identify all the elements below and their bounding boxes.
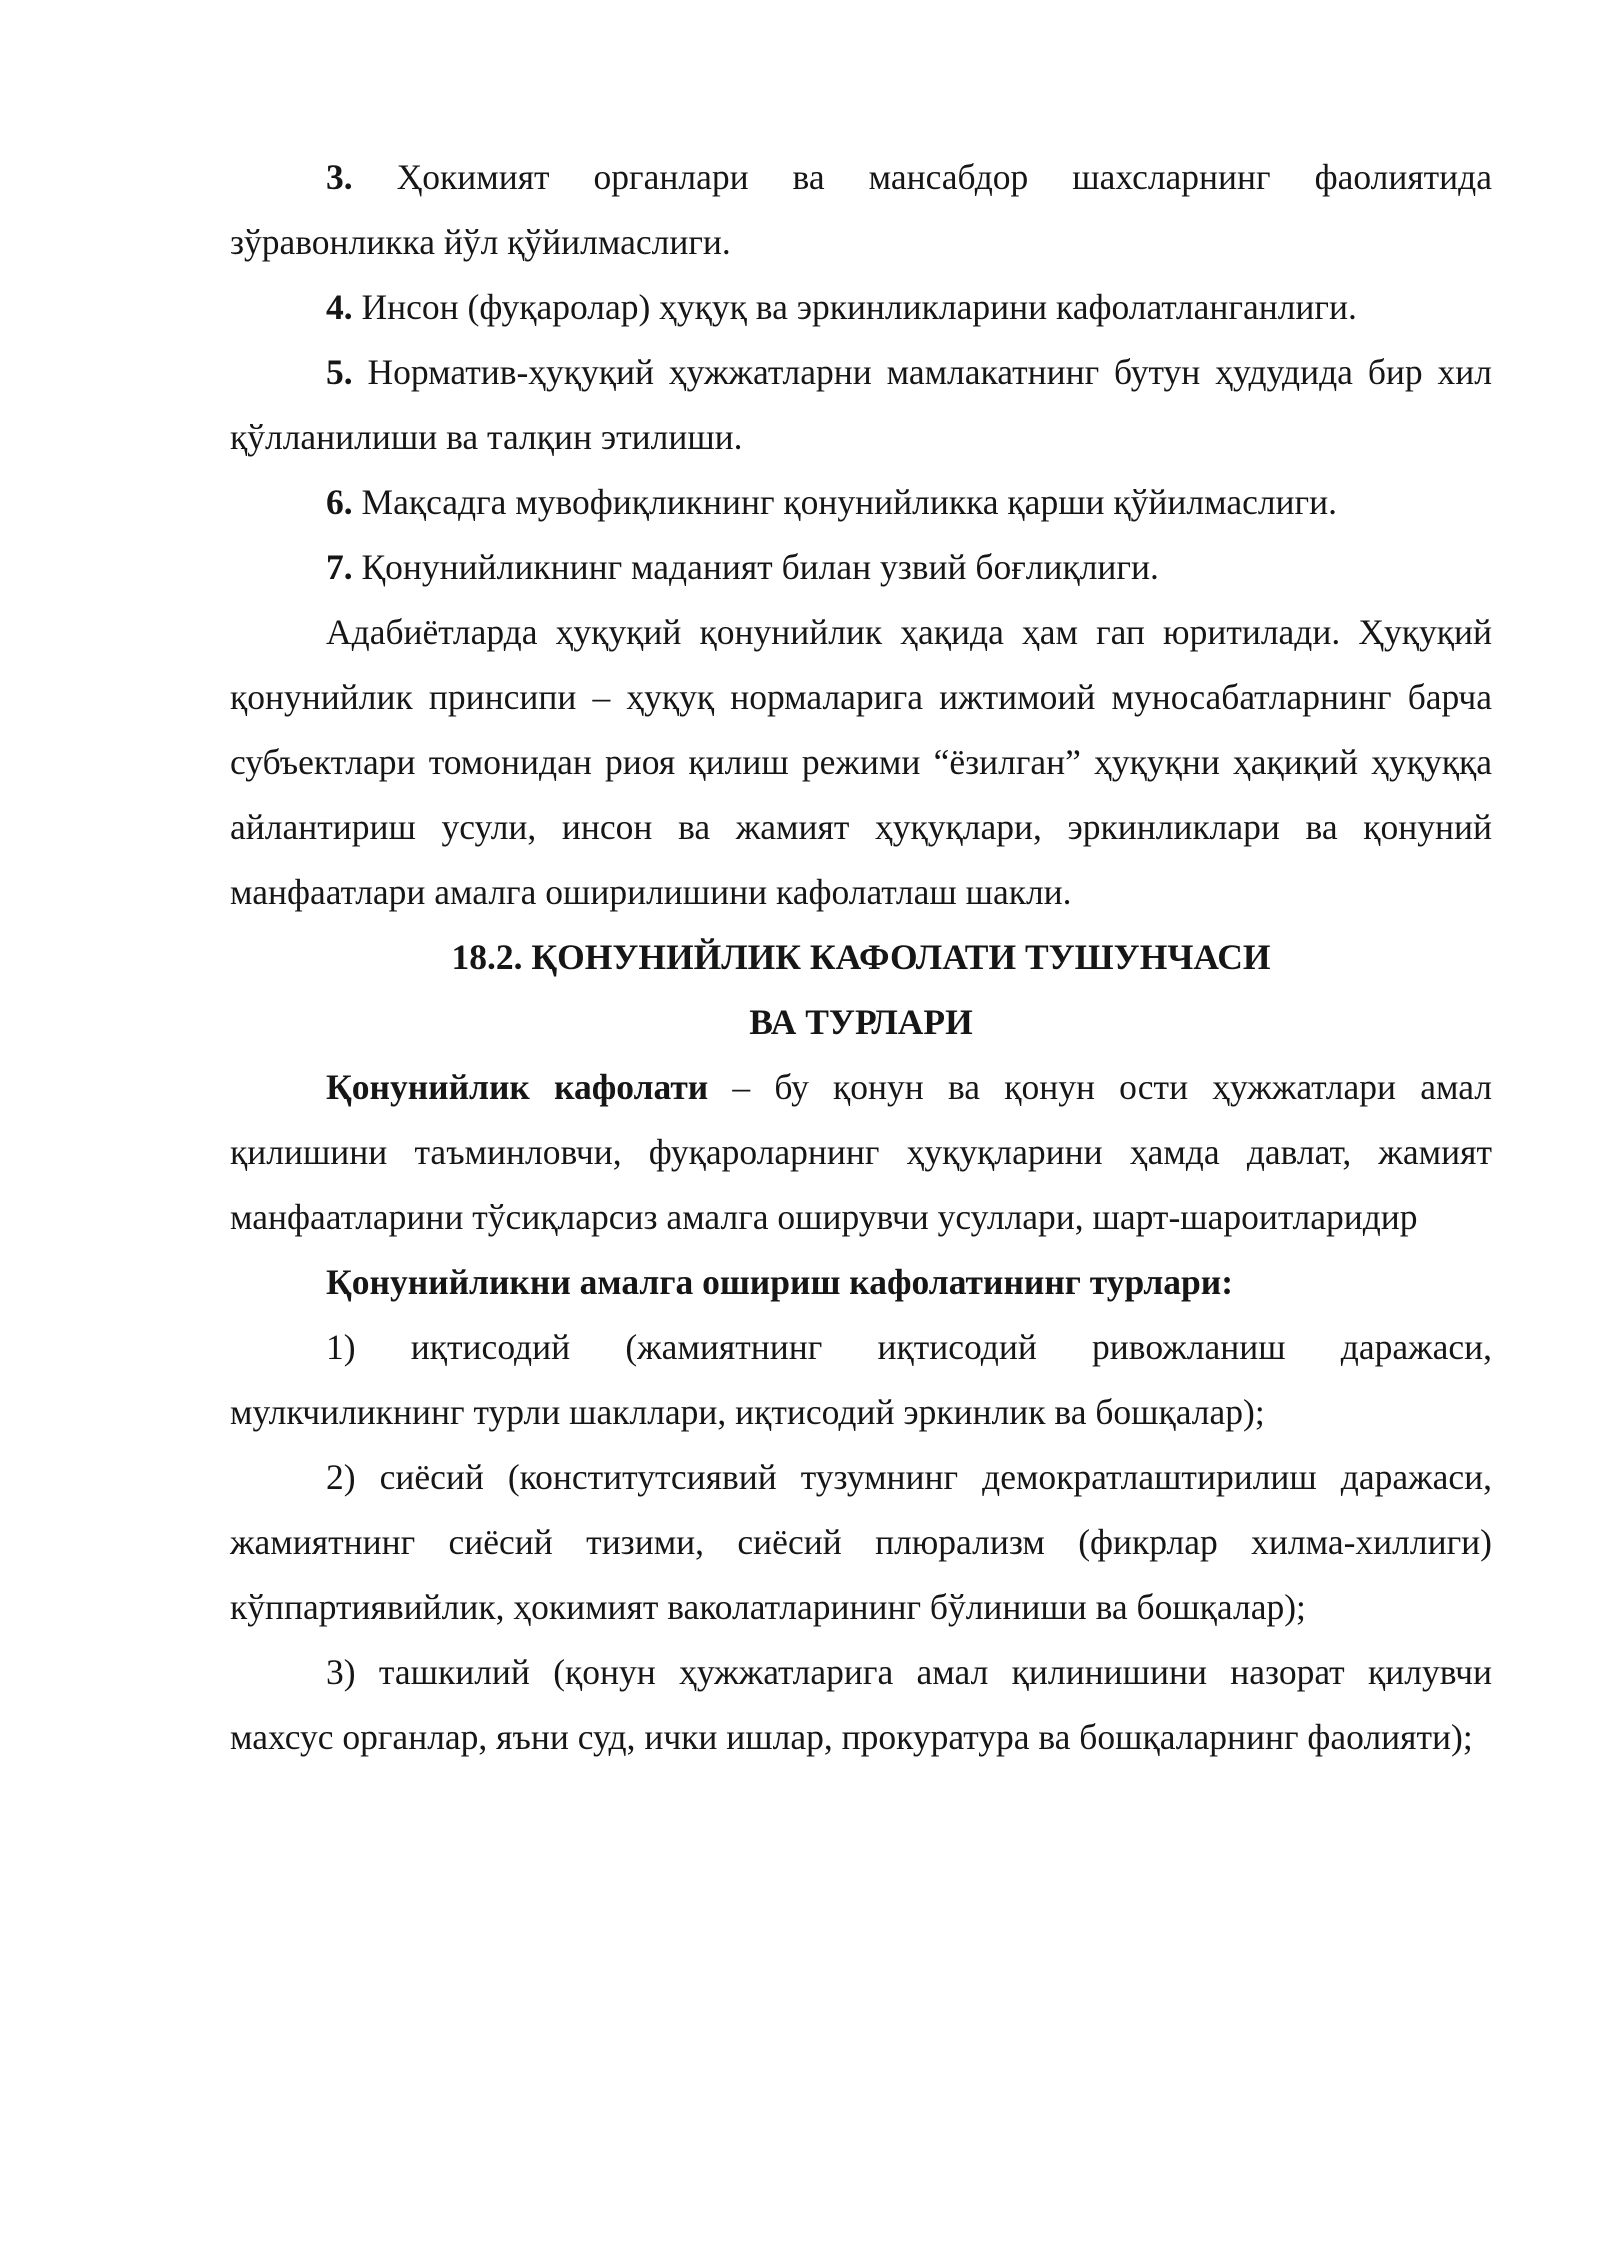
principle-number: 6. [326, 482, 353, 522]
definition-text: – бу қонун ва қонун ости ҳужжатлари амал қилишини таъминловчи, фуқароларнинг ҳуқуқларини ҳамда давлат, жамият манфаатларини тўсиқларсиз амалга оширувчи усуллари, шарт-шароитларидир [230, 1067, 1492, 1237]
principle-number: 7. [326, 547, 353, 587]
section-heading-line1: 18.2. ҚОНУНИЙЛИК КАФОЛАТИ ТУШУНЧАСИ [451, 937, 1271, 977]
principle-text: Қонунийликнинг маданият билан узвий боғлиқлиги. [352, 547, 1159, 587]
principle-text: Ҳокимият органлари ва мансабдор шахсларнинг фаолиятида зўравонликка йўл қўйилмаслиги. [230, 157, 1492, 262]
principle-item-7 [230, 535, 1492, 600]
principle-number: 4. [326, 287, 353, 327]
types-heading: Қонунийликни амалга ошириш кафолатининг турлари: [326, 1262, 1234, 1302]
document-page [230, 145, 1492, 1770]
principle-text: Инсон (фуқаролар) ҳуқуқ ва эркинликларини кафолатланганлиги. [352, 287, 1357, 327]
principle-item-3 [230, 145, 1492, 275]
principle-number: 3. [326, 157, 353, 197]
type-item-organizational: 3) ташкилий (қонун ҳужжатларига амал қилинишини назорат қилувчи махсус органлар, яъни суд, ички ишлар, прокуратура ва бошқаларнинг фаолияти); [230, 1652, 1492, 1757]
principle-number: 5. [326, 352, 353, 392]
section-heading-line2: ВА ТУРЛАРИ [749, 1002, 973, 1042]
principle-item-5 [230, 340, 1492, 470]
principle-item-6 [230, 470, 1492, 535]
literature-paragraph: Адабиётларда ҳуқуқий қонунийлик ҳақида ҳам гап юритилади. Ҳуқуқий қонунийлик принсипи – ҳуқуқ нормаларига ижтимоий муносабатларнинг барча субъектлари томонидан риоя қилиш режими “ёзилган” ҳуқуқни ҳақиқий ҳуқуққа айлантириш усули, инсон ва жамият ҳуқуқлари, эркинликлари ва қонуний манфаатлари амалга оширилишини кафолатлаш шакли. [230, 612, 1492, 912]
principle-item-4 [230, 275, 1492, 340]
definition-paragraph [230, 1055, 1492, 1250]
definition-term: Қонунийлик кафолати [326, 1067, 709, 1107]
type-item-political: 2) сиёсий (конститутсиявий тузумнинг демократлаштирилиш даражаси, жамиятнинг сиёсий тизими, сиёсий плюрализм (фикрлар хилма-хиллиги) кўппартиявийлик, ҳокимият ваколатларининг бўлиниши ва бошқалар); [230, 1457, 1492, 1627]
principle-text: Норматив-ҳуқуқий ҳужжатларни мамлакатнинг бутун ҳудудида бир хил қўлланилиши ва талқин этилиши. [230, 352, 1492, 457]
principle-text: Мақсадга мувофиқликнинг қонунийликка қарши қўйилмаслиги. [352, 482, 1337, 522]
type-item-economic: 1) иқтисодий (жамиятнинг иқтисодий ривожланиш даражаси, мулкчиликнинг турли шакллари, иқтисодий эркинлик ва бошқалар); [230, 1327, 1492, 1432]
